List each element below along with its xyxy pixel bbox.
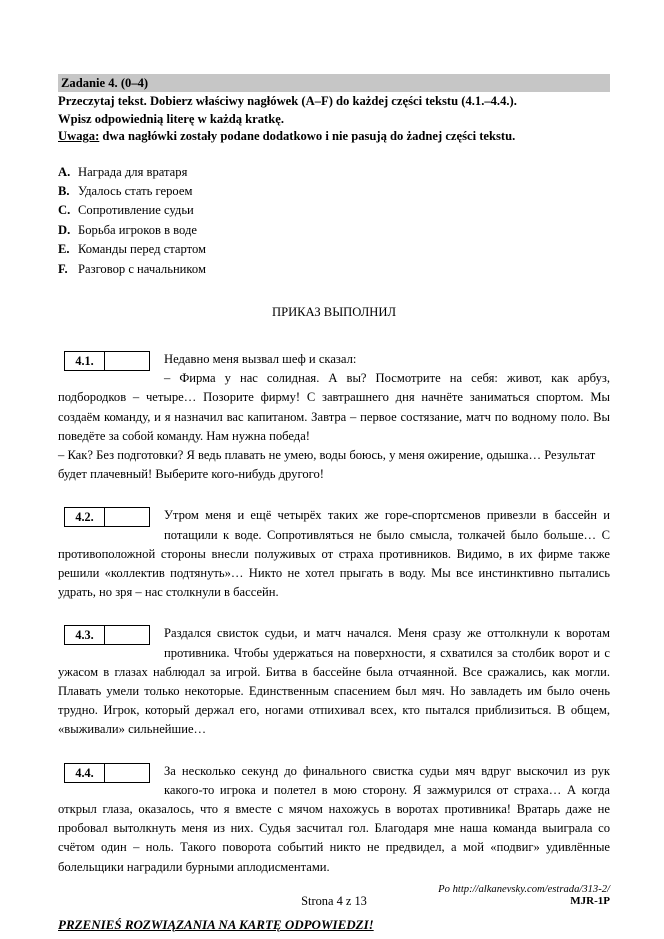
answer-box-4-3[interactable] xyxy=(64,625,150,645)
page-content xyxy=(58,74,610,933)
option-item xyxy=(58,163,610,182)
option-item xyxy=(58,182,610,201)
task-header-band: Zadanie 4. (0–4) xyxy=(58,74,610,92)
instruction-note xyxy=(58,128,610,146)
option-letter: D. xyxy=(58,222,71,237)
footer-exam-code: MJR-1P xyxy=(570,895,610,907)
answer-box-number: 4.1. xyxy=(65,352,105,370)
option-text: Награда для вратаря xyxy=(78,164,188,179)
paragraph-text: Утром меня и ещё четырёх таких же горе-спортсменов привезли в бассейн и потащили к воде. Сопротивляться не было смысла, толкачей было больше… С противоположной стороны внесли полуживых от страха противников. Видимо, в их фирме также решили «коллектив подтянуть»… Никто не хотел прыгать в воду. Мы все инстинктивно пытались удрать, но зря – нас столкнули в бассейн. xyxy=(58,508,610,600)
transfer-answers-instruction: PRZENIEŚ ROZWIĄZANIA NA KARTĘ ODPOWIEDZI! xyxy=(58,916,374,932)
footer-page-number: Strona 4 z 13 xyxy=(301,894,367,908)
option-item xyxy=(58,221,610,240)
option-text: Разговор с начальником xyxy=(78,261,206,276)
option-letter: E. xyxy=(58,242,70,257)
option-text: Борьба игроков в воде xyxy=(78,222,197,237)
option-item xyxy=(58,201,610,220)
paragraph-text: За несколько секунд до финального свистка судьи мяч вдруг выскочил из рук какого-то игрока и полетел в мою сторону. Я зажмурился от страха… А когда открыл глаза, оказалось, что я вместе с мячом нахожусь в воротах противника! Вратарь даже не пробовал вытолкнуть меня из них. Судья засчитал гол. Благодаря мне наша команда выиграла со счётом один – ноль. Такого поворота событий никто не предвидел, а мой «подвиг» удивлённые болельщики наградили бурными аплодисментами. xyxy=(58,763,610,874)
paragraph-text: Раздался свисток судьи, и матч начался. Меня сразу же оттолкнули к воротам противника. Чтобы удержаться на поверхности, я схватился за столбик ворот и с ужасом в глазах наблюдал за игрой. Битва в бассейне была отчаянной. Все сражались, как могли. Плавать умели только некоторые. Единственным спасением был мяч. Но завладеть им было очень трудно. Игрок, который держал его, ногами отпихивал всех, кто пытался приблизиться. В общем, «выживали» сильнейшие… xyxy=(58,626,610,737)
text-part-4-4 xyxy=(58,762,610,877)
paragraph-text: Недавно меня вызвал шеф и сказал: xyxy=(164,351,357,366)
answer-box-input[interactable] xyxy=(105,508,149,526)
answer-box-input[interactable] xyxy=(105,352,149,370)
option-item xyxy=(58,240,610,259)
text-part-4-2 xyxy=(58,506,610,602)
answer-box-4-2[interactable] xyxy=(64,507,150,527)
answer-box-4-1[interactable] xyxy=(64,351,150,371)
answer-box-number: 4.2. xyxy=(65,508,105,526)
answer-box-number: 4.3. xyxy=(65,626,105,644)
heading-options-list xyxy=(58,163,610,279)
option-item xyxy=(58,260,610,279)
option-text: Команды перед стартом xyxy=(78,242,206,257)
note-label: Uwaga: xyxy=(58,129,100,143)
option-letter: C. xyxy=(58,203,71,218)
answer-box-input[interactable] xyxy=(105,764,149,782)
option-text: Удалось стать героем xyxy=(78,183,193,198)
answer-box-input[interactable] xyxy=(105,626,149,644)
source-attribution: Po http://alkanevsky.com/estrada/313-2/ xyxy=(438,883,610,895)
option-letter: F. xyxy=(58,261,68,276)
instruction-line-2: Wpisz odpowiednią literę w każdą kratkę. xyxy=(58,111,284,126)
instruction-line-1: Przeczytaj tekst. Dobierz właściwy nagłówek (A–F) do każdej części tekstu (4.1.–4.4.). xyxy=(58,94,517,108)
option-letter: B. xyxy=(58,183,70,198)
note-text: dwa nagłówki zostały podane dodatkowo i nie pasują do żadnej części tekstu. xyxy=(99,129,516,143)
page-footer xyxy=(58,894,610,910)
text-part-4-1 xyxy=(58,350,610,484)
text-part-4-3 xyxy=(58,624,610,739)
answer-box-4-4[interactable] xyxy=(64,763,150,783)
answer-box-number: 4.4. xyxy=(65,764,105,782)
paragraph-text: – Фирма у нас солидная. А вы? Посмотрите на себя: живот, как арбуз, подбородков – четыре… Позорите фирму! С завтрашнего дня начнёте заниматься спортом. Мы создаём команду, и я назначил вас капитаном. Завтра – первое состязание, матч по водному поло. Вы поведёте за собой команду. Нам нужна победа! xyxy=(58,371,610,443)
option-text: Сопротивление судьи xyxy=(78,203,194,218)
task-instructions xyxy=(58,93,610,146)
reading-text-title: ПРИКАЗ ВЫПОЛНИЛ xyxy=(271,304,397,319)
paragraph-text: – Как? Без подготовки? Я ведь плавать не умею, воды боюсь, у меня ожирение, одышка… Результат будет плачевный! Выберите кого-нибудь другого! xyxy=(58,447,596,482)
option-letter: A. xyxy=(58,164,71,179)
